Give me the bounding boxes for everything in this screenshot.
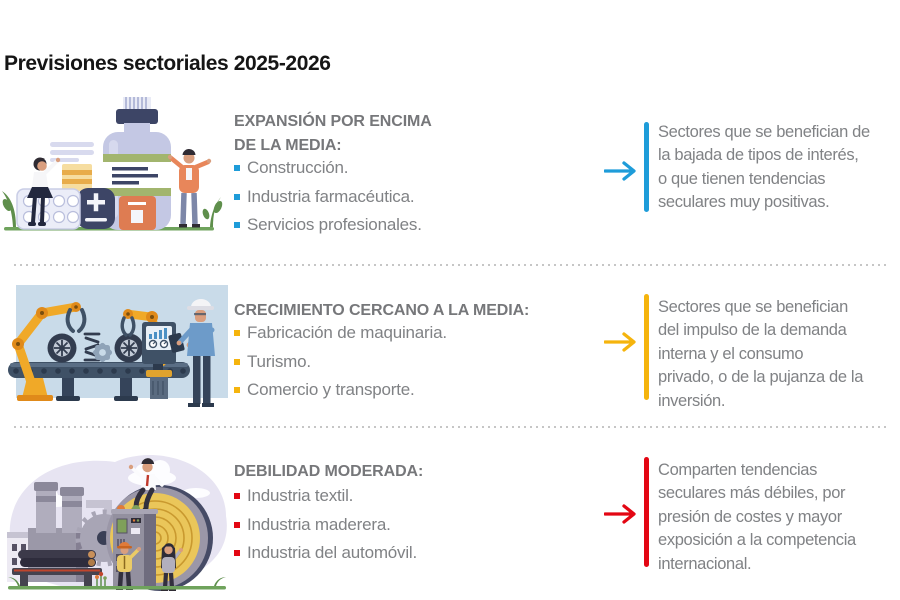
list-item: Turismo. [234, 352, 447, 381]
section-description: Sectores que se benefician de la bajada de tipos de interés, o que tienen tendencias seculares muy positivas. [658, 123, 870, 212]
bullet-marker [234, 194, 240, 200]
list-item: Industria maderera. [234, 515, 417, 544]
list-item: Servicios profesionales. [234, 215, 422, 244]
sector-list [234, 158, 422, 244]
tire [115, 334, 144, 363]
bullet-marker [234, 359, 240, 365]
section-description: Comparten tendencias seculares más débiles, por presión de costes y mayor exposición a la competencia internacional. [658, 461, 856, 573]
machinery-illustration-svg [0, 282, 235, 424]
pharma-industry-illustration [0, 88, 232, 244]
section-moderate-weakness [0, 438, 900, 600]
list-item: Construcción. [234, 158, 422, 187]
pill-with-cross [77, 188, 115, 229]
bullet-marker [234, 522, 240, 528]
pharma-illustration-svg [0, 88, 232, 244]
right-arrow-icon [604, 503, 638, 525]
bullet-marker [234, 165, 240, 171]
section-near-average-growth [0, 282, 900, 427]
accent-bar [644, 122, 649, 212]
list-item: Industria del automóvil. [234, 543, 417, 572]
section-heading: EXPANSIÓN POR ENCIMA DE LA MEDIA: [234, 113, 432, 154]
bullet-marker [234, 330, 240, 336]
right-arrow-icon [604, 160, 638, 182]
wood-illustration-svg [0, 438, 235, 600]
wood-industry-illustration [0, 438, 235, 600]
sector-list [234, 323, 447, 409]
section-description: Sectores que se benefician del impulso de la demanda interna y el consumo privado, o de la pujanza de la inversión. [658, 298, 864, 410]
section-heading: DEBILIDAD MODERADA: [234, 463, 424, 480]
medicine-box [62, 164, 92, 191]
machinery-factory-illustration [0, 282, 235, 424]
list-item: Fabricación de maquinaria. [234, 323, 447, 352]
list-item: Industria farmacéutica. [234, 187, 422, 216]
list-item: Comercio y transporte. [234, 380, 447, 409]
accent-bar [644, 457, 649, 567]
bullet-marker [234, 493, 240, 499]
bullet-marker [234, 550, 240, 556]
section-above-average-expansion [0, 88, 900, 265]
sector-list [234, 486, 417, 572]
right-arrow-icon [604, 331, 638, 353]
bullet-marker [234, 387, 240, 393]
dotted-separator [14, 264, 886, 266]
page-title: Previsiones sectoriales 2025-2026 [4, 52, 331, 75]
dotted-separator [14, 426, 886, 428]
section-heading: CRECIMIENTO CERCANO A LA MEDIA: [234, 302, 530, 319]
bullet-marker [234, 222, 240, 228]
list-item: Industria textil. [234, 486, 417, 515]
tire [48, 334, 77, 363]
accent-bar [644, 294, 649, 400]
